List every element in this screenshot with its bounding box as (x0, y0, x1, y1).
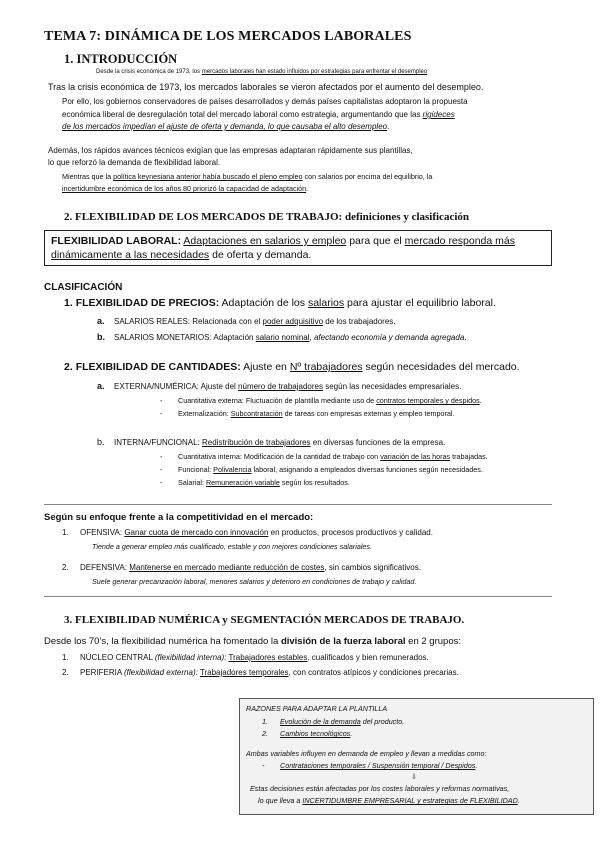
intro-small-line (96, 69, 427, 75)
intro-paragraph-1: Tras la crisis económica de 1973, los mercados laborales se vieron afectados por el aumento del desempleo. (48, 82, 484, 92)
cantidades-number: 2. (64, 361, 73, 373)
interna-sub-2 (178, 465, 483, 474)
externa-sub-1-t: Cuantitativa externa: Fluctuación de plantilla mediante uso de (178, 396, 377, 405)
interna-sub-3-t: Salarial: (178, 478, 206, 487)
intro-p8-underlined: incertidumbre económica de los años 80 priorizó la capacidad de adaptación (62, 184, 307, 193)
divider-top (44, 504, 552, 505)
bullet-ext1: - (160, 396, 163, 405)
externa-sub-2-u: Subcontratación (230, 409, 283, 418)
interna-t2: en diversas funciones de la empresa. (310, 438, 446, 447)
bullet-ext2: - (160, 409, 163, 418)
interna-t: INTERNA/FUNCIONAL: (114, 438, 203, 447)
bullet-int2: - (160, 465, 163, 474)
razones-medidas-u: Contrataciones temporales / Suspensión temporal / Despidos (280, 761, 476, 770)
intro-paragraph-2: Por ello, los gobiernos conservadores de países desarrollados y demás países capitalistas adoptaron la propuesta (62, 97, 468, 106)
interna-sub-1-t2: trabajadas. (450, 452, 488, 461)
clasificacion-heading: CLASIFICACIÓN (44, 282, 123, 293)
salarios-monetarios-t: SALARIOS MONETARIOS: Adaptación (114, 333, 256, 342)
definition-line-1 (51, 235, 515, 247)
periferia-u: Trabajadores temporales (199, 668, 289, 677)
intro-paragraph-8: incertidumbre económica de los años 80 priorizó la capacidad de adaptación. (62, 184, 309, 193)
periferia-t: PERIFERIA (80, 668, 125, 677)
nucleo-number: 1. (62, 653, 69, 662)
precios-number: 1. (64, 297, 73, 309)
razon-2-u: Cambios tecnológicos (280, 729, 351, 738)
razon-2 (280, 729, 352, 738)
precios-term: FLEXIBILIDAD DE PRECIOS: (75, 297, 220, 309)
salarios-reales-t2: de los trabajadores. (323, 317, 396, 326)
ofensiva-u: Ganar cuota de mercado con innovación (124, 528, 269, 537)
interna-sub-1 (178, 452, 488, 461)
segmentacion-intro-c: en 2 grupos: (405, 636, 461, 647)
salarios-monetarios-text: SALARIOS MONETARIOS: Adaptación salario nominal, afectando economía y demanda agregada. (114, 333, 467, 342)
interna-u: Redistribución de trabajadores (202, 438, 311, 447)
defensiva-t: DEFENSIVA: (80, 563, 130, 572)
definition-line-2 (51, 249, 311, 261)
section-2-heading: 2. FLEXIBILIDAD DE LOS MERCADOS DE TRABAJO: definiciones y clasificación (64, 211, 469, 223)
ofensiva-number: 1. (62, 528, 69, 537)
intro-p7-b: con salarios por encima del equilibrio, la (302, 172, 433, 181)
precios-item (64, 297, 496, 309)
precios-underlined: salarios (307, 297, 345, 309)
defensiva-text (80, 563, 421, 572)
cantidades-text-2: según necesidades del mercado. (362, 361, 520, 373)
defensiva-number: 2. (62, 563, 69, 572)
razones-medidas-period: . (475, 761, 478, 770)
divider-bottom (44, 596, 552, 597)
externa-sub-2-t2: de tareas con empresas externas y empleo temporal. (282, 409, 455, 418)
ofensiva-text (80, 528, 433, 537)
salarios-reales-u: poder adquisitivo (262, 317, 324, 326)
defensiva-note-text: Suele generar precarización laboral, menores salarios y deterioro en condiciones de trabajo y calidad (92, 577, 415, 586)
precios-text: Adaptación de los (219, 297, 308, 309)
definition-box (44, 230, 552, 266)
razones-line-1: Estas decisiones están afectadas por los costes laborales y reformas normativas, (250, 784, 510, 793)
cantidades-term: FLEXIBILIDAD DE CANTIDADES: (75, 361, 241, 373)
interna-sub-3-t2: según los resultados. (279, 478, 350, 487)
nucleo-text (80, 653, 429, 662)
externa-text (114, 382, 461, 391)
razon-1-number: 1. (262, 717, 268, 726)
periferia-i: (flexibilidad externa): (124, 668, 198, 677)
nucleo-u: Trabajadores estables (228, 653, 308, 662)
ofensiva-t2: en productos, procesos productivos y calidad. (268, 528, 433, 537)
intro-small-underlined: mercados laborales han estado influidos por estrategias para enfrentar el desempleo (201, 69, 428, 75)
definition-t2: de oferta y demanda. (209, 249, 312, 261)
razones-line-2 (258, 796, 520, 805)
razones-line-2-period: . (517, 796, 520, 805)
nucleo-t: NÚCLEO CENTRAL (80, 653, 155, 662)
externa-t2: según las necesidades empresariales. (323, 382, 462, 391)
intro-p7-a: Mientras que la (62, 172, 114, 181)
periferia-number: 2. (62, 668, 69, 677)
intro-small-lead: Desde la crisis económica de 1973, los (96, 69, 202, 75)
periferia-t2: , con contratos atípicos y condiciones precarias. (288, 668, 459, 677)
bullet-int1: - (160, 452, 163, 461)
document-title: TEMA 7: DINÁMICA DE LOS MERCADOS LABORALES (44, 29, 412, 44)
interna-sub-2-t2: laboral, asignando a empleados diversas funciones según necesidades. (251, 465, 483, 474)
razones-line-2-t: lo que lleva a (258, 796, 303, 805)
interna-sub-2-t: Funcional: (178, 465, 214, 474)
interna-sub-3-u: Remuneración variable (205, 478, 280, 487)
segmentacion-intro (44, 636, 461, 647)
cantidades-item (64, 361, 520, 373)
ofensiva-note: Tiende a generar empleo más cualificado, estable y con mejores condiciones salariales. (92, 542, 373, 551)
ofensiva-t: OFENSIVA: (80, 528, 125, 537)
nucleo-i: (flexibilidad interna): (154, 653, 227, 662)
intro-paragraph-7 (62, 172, 432, 181)
intro-p7-underlined: política keynesiana anterior había buscado el pleno empleo (113, 172, 303, 181)
defensiva-t2: , sin cambios significativos. (324, 563, 421, 572)
interna-sub-1-u: variación de las horas (380, 452, 451, 461)
interna-label: b. (97, 437, 105, 447)
defensiva-note: Suele generar precarización laboral, menores salarios y deterioro en condiciones de trabajo y calidad. (92, 577, 417, 586)
razon-1-t: del producto. (360, 717, 405, 726)
defensiva-u: Mantenerse en mercado mediante reducción de costes (129, 563, 325, 572)
razones-ambas: Ambas variables influyen en demanda de empleo y llevan a medidas como: (246, 749, 487, 758)
salarios-reales-label: a. (97, 316, 105, 326)
periferia-text (80, 668, 459, 677)
intro-paragraph-4: de los mercados impedían el ajuste de oferta y demanda, lo que causaba el alto desempleo. (62, 122, 390, 131)
intro-paragraph-3-text: económica liberal de desregulación total del mercado laboral como estrategia, argumentando que las (62, 110, 423, 119)
definition-t1: para que el (346, 235, 405, 247)
razones-dash: - (262, 761, 265, 770)
section-1-heading: 1. INTRODUCCIÓN (64, 52, 178, 66)
salarios-reales-t: SALARIOS REALES: Relacionada con el (114, 317, 263, 326)
definition-u3: dinámicamente a las necesidades (51, 249, 210, 261)
section-3-heading: 3. FLEXIBILIDAD NUMÉRICA y SEGMENTACIÓN MERCADOS DE TRABAJO. (64, 614, 465, 626)
externa-sub-1: Cuantitativa externa: Fluctuación de plantilla mediante uso de contratos temporales y despidos. (178, 396, 482, 405)
interna-sub-2-u: Polivalencia (213, 465, 252, 474)
razon-1 (280, 717, 404, 726)
enfoque-heading: Según su enfoque frente a la competitividad en el mercado: (44, 512, 314, 523)
salarios-monetarios-label: b. (97, 332, 105, 342)
intro-paragraph-5: Además, los rápidos avances técnicos exigían que las empresas adaptaran rápidamente sus plantillas, (48, 146, 413, 155)
externa-label: a. (97, 381, 105, 391)
down-arrow-icon: ⇩ (411, 774, 417, 781)
cantidades-text: Ajuste en (240, 361, 290, 373)
salarios-monetarios-u: salario nominal (255, 333, 310, 342)
externa-t: EXTERNA/NUMÉRICA: Ajuste del (114, 382, 239, 391)
cantidades-underlined: Nº trabajadores (289, 361, 363, 373)
definition-term: FLEXIBILIDAD LABORAL: (51, 235, 182, 247)
interna-sub-1-t: Cuantitativa interna: Modificación de la cantidad de trabajo con (178, 452, 381, 461)
bullet-int3: - (160, 478, 163, 487)
externa-sub-1-u: contratos temporales y despidos (376, 396, 480, 405)
precios-text-2: para ajustar el equilibrio laboral. (344, 297, 496, 309)
razon-1-u: Evolución de la demanda (280, 717, 361, 726)
intro-rigideces: rigideces (422, 110, 455, 119)
razones-box (239, 698, 594, 815)
razones-medidas (280, 761, 477, 770)
definition-u1: Adaptaciones en salarios y empleo (183, 235, 347, 247)
segmentacion-intro-bold: división de la fuerza laboral (280, 636, 406, 647)
salarios-monetarios-i: , afectando economía y demanda agregada (309, 333, 465, 342)
razon-2-number: 2. (262, 729, 268, 738)
externa-u: número de trabajadores (238, 382, 323, 391)
razones-title: RAZONES PARA ADAPTAR LA PLANTILLA (246, 704, 388, 713)
intro-paragraph-3 (62, 110, 455, 119)
salarios-reales-text (114, 317, 396, 326)
interna-text (114, 438, 445, 447)
interna-sub-3 (178, 478, 350, 487)
razones-line-2-u: INCERTIDUMBRE EMPRESARIAL y estrategias de FLEXIBILIDAD (302, 796, 518, 805)
intro-paragraph-4-underlined: de los mercados impedían el ajuste de oferta y demanda, lo que causaba el alto desempleo (62, 122, 388, 131)
externa-sub-2 (178, 409, 454, 418)
razon-2-t: . (350, 729, 353, 738)
intro-paragraph-6: lo que reforzó la demanda de flexibilidad laboral. (48, 158, 221, 167)
externa-sub-2-t: Externalización: (178, 409, 231, 418)
segmentacion-intro-a: Desde los 70’s, la flexibilidad numérica ha fomentado la (44, 636, 281, 647)
definition-u2: mercado responda más (404, 235, 515, 247)
nucleo-t2: , cualificados y bien remunerados. (307, 653, 429, 662)
